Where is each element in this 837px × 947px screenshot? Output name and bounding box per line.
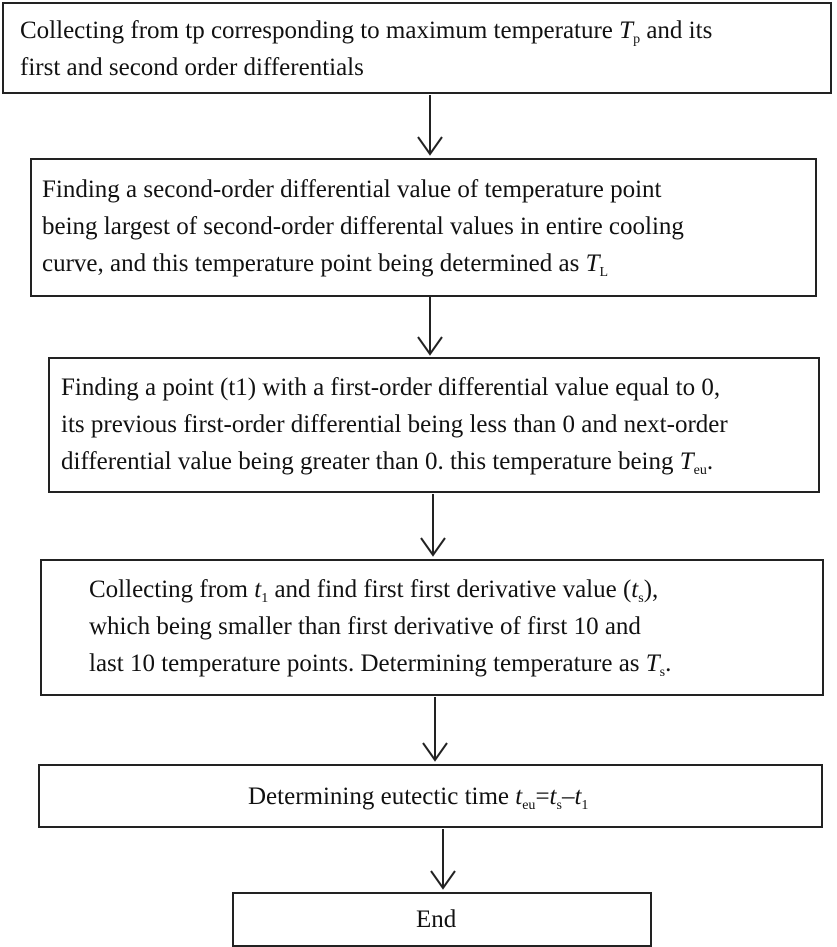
step-find-point-t1: [48, 357, 820, 493]
step-find-max-second-order: [30, 158, 817, 297]
step-text-line: Finding a second-order differential value of temperature point: [42, 176, 662, 203]
down-arrow-icon: [428, 829, 458, 891]
step-text-line: its previous first-order differential being less than 0 and next-order: [61, 411, 728, 438]
step-text-line: being largest of second-order differental values in entire cooling: [42, 213, 684, 240]
step-text-line: first and second order differentials: [20, 54, 364, 81]
step-collect-from-t1: [40, 559, 824, 696]
down-arrow-icon: [420, 697, 450, 763]
step-text-line: Determining eutectic time $t_{eu}=t_s-t_1$: [248, 783, 589, 813]
end-label: End: [416, 906, 457, 933]
step-text-line: Collecting from $t_1$ and find first first derivative value $(t_s)$,: [89, 576, 659, 606]
step-text-line: Finding a point (t1) with a first-order differential value equal to 0,: [61, 374, 721, 401]
step-text-line: curve, and this temperature point being determined as $T_L$: [42, 250, 609, 280]
step-collect-from-tp: [2, 2, 832, 94]
step-text-line: Collecting from tp corresponding to maximum temperature $T_p$ and its: [20, 17, 713, 47]
down-arrow-icon: [415, 297, 445, 357]
step-text-line: last 10 temperature points. Determining temperature as $T_s$.: [89, 650, 672, 680]
step-determine-eutectic-time: [38, 764, 823, 828]
down-arrow-icon: [415, 95, 445, 157]
step-text-line: differential value being greater than 0. this temperature being $T_{eu}$.: [61, 448, 714, 478]
step-text-line: which being smaller than first derivative of first 10 and: [89, 613, 641, 640]
down-arrow-icon: [418, 494, 448, 558]
step-end: [232, 892, 652, 947]
